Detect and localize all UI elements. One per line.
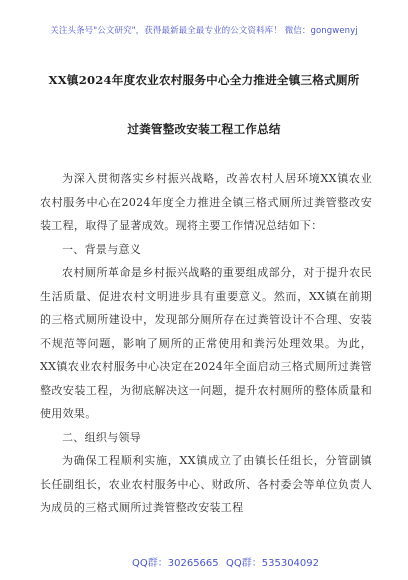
document-body — [40, 167, 372, 520]
footer-qq-group-1: QQ群：30265665 — [132, 558, 219, 569]
document-title-line1: XX镇2024年度农业农村服务中心全力推进全镇三格式厕所 — [48, 73, 360, 87]
footer-qq-group-2: QQ群：535304092 — [226, 558, 320, 569]
header-notice: 关注头条号"公文研究"，获得最新最全最专业的公文资料库！ 微信：gongwenyj — [50, 26, 358, 36]
intro-paragraph: 为深入贯彻落实乡村振兴战略，改善农村人居环境XX镇农业农村服务中心在2024年度全力推进全镇三格式厕所过粪管整改安装工程，取得了显著成效。现将主要工作情况总结如下： — [40, 172, 372, 232]
section1-heading: 一、背景与意义 — [62, 242, 142, 256]
document-title-line2: 过粪管整改安装工程工作总结 — [127, 122, 281, 136]
section2-paragraph: 为确保工程顺利实施，XX镇成立了由镇长任组长，分管副镇长任副组长，农业农村服务中心、财政所、各村委会等单位负责人为成员的三格式厕所过粪管整改安装工程 — [40, 454, 372, 514]
section1-paragraph: 农村厕所革命是乡村振兴战略的重要组成部分，对于提升农民生活质量、促进农村文明进步具有重要意义。然而，XX镇在前期的三格式厕所建设中，发现部分厕所存在过粪管设计不合理、安装不规范等问题，影响了厕所的正常使用和粪污处理效果。为此，XX镇农业农村服务中心决定在2024年全面启动三格式厕所过粪管整改安装工程，为彻底解决这一问题，提升农村厕所的整体质量和使用效果。 — [40, 266, 372, 420]
section2-heading: 二、组织与领导 — [62, 430, 142, 444]
